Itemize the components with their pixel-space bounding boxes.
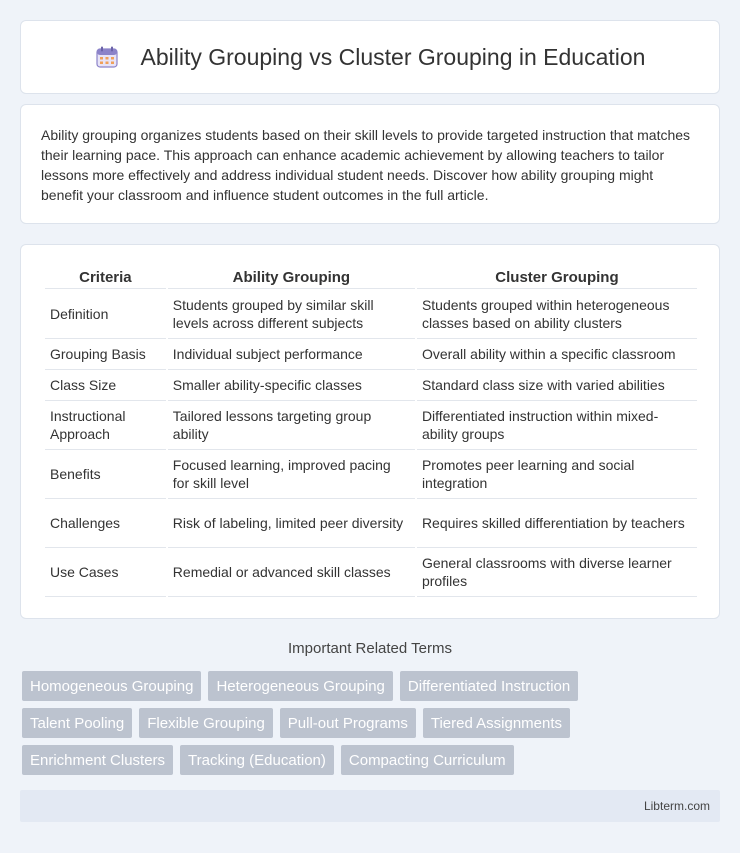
footer — [20, 790, 720, 822]
table-row — [45, 370, 697, 401]
table-cell: Requires skilled differentiation by teachers — [417, 499, 697, 548]
table-cell: Overall ability within a specific classroom — [417, 339, 697, 370]
comparison-table-card — [20, 244, 720, 619]
table-row — [45, 450, 697, 499]
title-card — [20, 20, 720, 94]
table-cell: Differentiated instruction within mixed-ability groups — [417, 401, 697, 450]
table-cell: Students grouped by similar skill levels across different subjects — [168, 289, 415, 339]
related-term-tag[interactable]: Pull-out Programs — [280, 708, 416, 738]
table-cell: Risk of labeling, limited peer diversity — [168, 499, 415, 548]
related-term-tag[interactable]: Talent Pooling — [22, 708, 132, 738]
tag-row — [22, 745, 722, 775]
related-term-tag[interactable]: Enrichment Clusters — [22, 745, 173, 775]
table-row — [45, 401, 697, 450]
tag-row — [22, 671, 722, 701]
comparison-table — [43, 263, 699, 597]
table-cell: Benefits — [45, 450, 166, 499]
table-cell: Remedial or advanced skill classes — [168, 548, 415, 597]
site-link[interactable]: Libterm.com — [643, 799, 710, 813]
table-cell: Tailored lessons targeting group ability — [168, 401, 415, 450]
related-term-tag[interactable]: Flexible Grouping — [139, 708, 273, 738]
table-row — [45, 548, 697, 597]
related-term-tag[interactable]: Homogeneous Grouping — [22, 671, 201, 701]
intro-card — [20, 104, 720, 224]
table-cell: Standard class size with varied abilities — [417, 370, 697, 401]
table-cell: Focused learning, improved pacing for skill level — [168, 450, 415, 499]
table-cell: Challenges — [45, 499, 166, 548]
table-cell: Students grouped within heterogeneous classes based on ability clusters — [417, 289, 697, 339]
table-cell: Class Size — [45, 370, 166, 401]
table-row — [45, 499, 697, 548]
related-term-tag[interactable]: Differentiated Instruction — [400, 671, 578, 701]
table-cell: Definition — [45, 289, 166, 339]
related-term-tag[interactable]: Tracking (Education) — [180, 745, 334, 775]
table-row — [45, 289, 697, 339]
table-row — [45, 339, 697, 370]
intro-text: Ability grouping organizes students based on their skill levels to provide targeted instruction that matches their learning pace. This approach can enhance academic achievement by allowing teachers to tailor lessons more effectively and address individual student needs. Discover how ability grouping might benefit your classroom and influence student outcomes in the full article. — [41, 127, 691, 203]
related-terms — [22, 671, 722, 782]
column-header: Ability Grouping — [168, 263, 415, 289]
table-cell: Grouping Basis — [45, 339, 166, 370]
table-cell: Individual subject performance — [168, 339, 415, 370]
column-header: Criteria — [45, 263, 166, 289]
tag-row — [22, 708, 722, 738]
related-term-tag[interactable]: Compacting Curriculum — [341, 745, 514, 775]
table-cell: Instructional Approach — [45, 401, 166, 450]
calendar-icon — [95, 45, 119, 69]
table-cell: Promotes peer learning and social integration — [417, 450, 697, 499]
page-title: Ability Grouping vs Cluster Grouping in Education — [140, 43, 646, 70]
related-term-tag[interactable]: Tiered Assignments — [423, 708, 570, 738]
related-terms-title: Important Related Terms — [288, 640, 452, 657]
table-cell: Use Cases — [45, 548, 166, 597]
related-term-tag[interactable]: Heterogeneous Grouping — [208, 671, 392, 701]
column-header: Cluster Grouping — [417, 263, 697, 289]
table-cell: General classrooms with diverse learner profiles — [417, 548, 697, 597]
table-cell: Smaller ability-specific classes — [168, 370, 415, 401]
